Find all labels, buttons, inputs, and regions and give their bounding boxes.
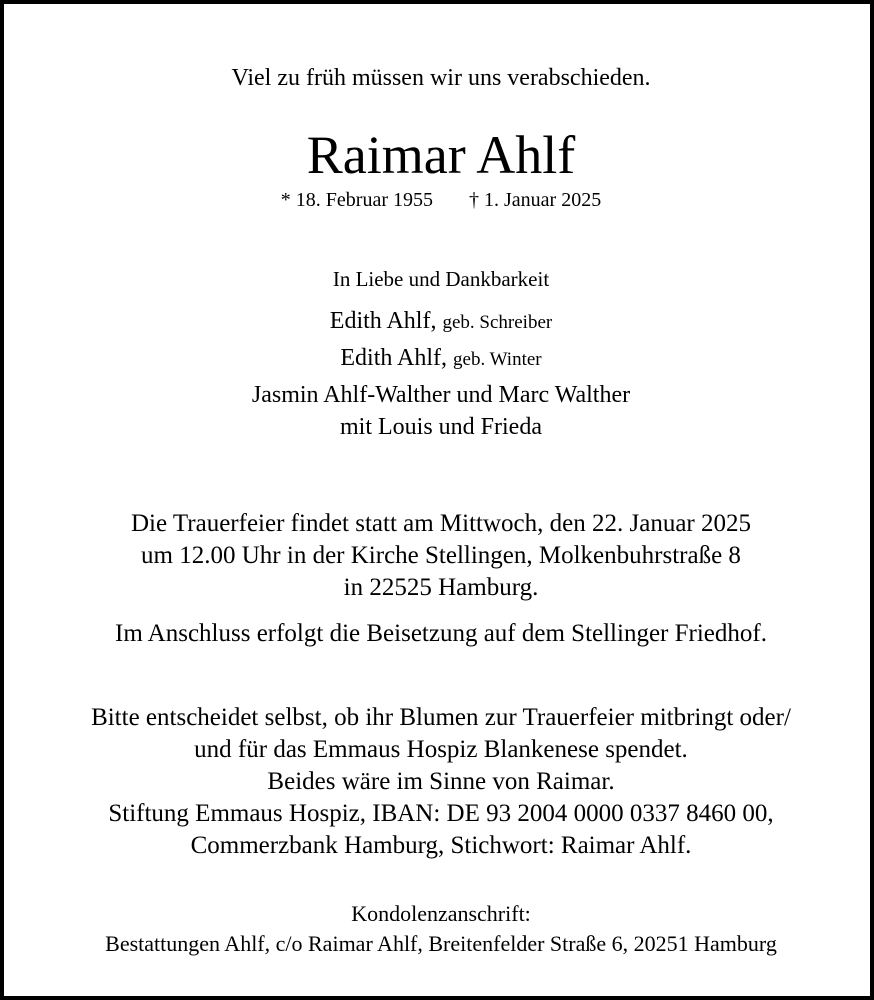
mourners-heading: In Liebe und Dankbarkeit — [332, 267, 550, 291]
life-dates — [4, 190, 874, 210]
condolence-address: Bestattungen Ahlf, c/o Raimar Ahlf, Breitenfelder Straße 6, 20251 Hamburg — [105, 931, 777, 956]
donation-line-5: Commerzbank Hamburg, Stichwort: Raimar Ahlf. — [190, 832, 692, 859]
intro-text: Viel zu früh müssen wir uns verabschieden. — [231, 65, 651, 91]
mourner-1 — [4, 309, 874, 333]
mourner-1-note: geb. Schreiber — [442, 312, 553, 333]
death-date: † 1. Januar 2025 — [469, 189, 602, 211]
family-line-2: mit Louis und Frieda — [340, 414, 542, 440]
mourner-2-name: Edith Ahlf, — [340, 345, 448, 371]
donation-line-4: Stiftung Emmaus Hospiz, IBAN: DE 93 2004 0000 0337 8460 00, — [108, 800, 774, 827]
mourner-2-note: geb. Winter — [453, 349, 542, 370]
birth-date: * 18. Februar 1955 — [280, 189, 433, 211]
deceased-name: Raimar Ahlf — [306, 125, 576, 185]
donation-line-1: Bitte entscheidet selbst, ob ihr Blumen zur Trauerfeier mitbringt oder/ — [91, 704, 791, 731]
mourner-2 — [4, 346, 874, 370]
family-line-1: Jasmin Ahlf-Walther und Marc Walther — [251, 382, 631, 408]
donation-line-2: und für das Emmaus Hospiz Blankenese spendet. — [194, 736, 688, 763]
condolence-heading: Kondolenzanschrift: — [351, 901, 531, 926]
service-line-2: um 12.00 Uhr in der Kirche Stellingen, Molkenbuhrstraße 8 — [141, 542, 741, 569]
service-line-3: in 22525 Hamburg. — [343, 574, 539, 601]
mourner-1-name: Edith Ahlf, — [329, 308, 437, 334]
donation-line-3: Beides wäre im Sinne von Raimar. — [267, 768, 615, 795]
service-line-1: Die Trauerfeier findet statt am Mittwoch, den 22. Januar 2025 — [131, 510, 751, 537]
burial-info: Im Anschluss erfolgt die Beisetzung auf dem Stellinger Friedhof. — [115, 620, 767, 647]
